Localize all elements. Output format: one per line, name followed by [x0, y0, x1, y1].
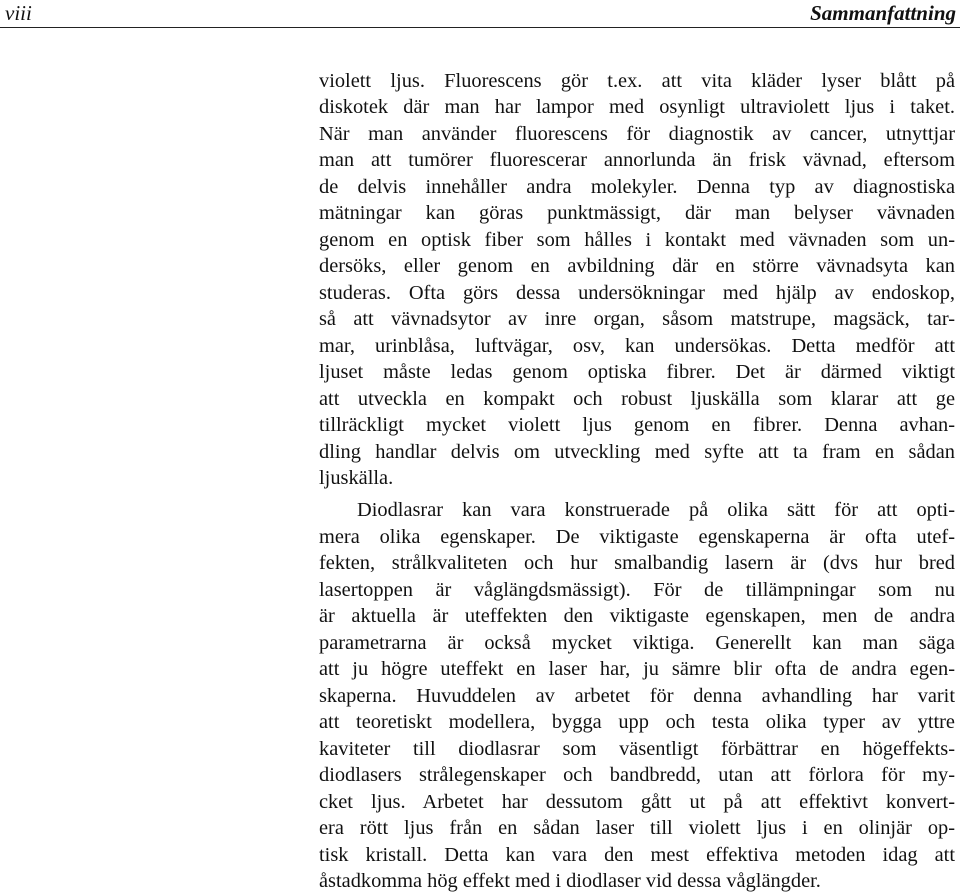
text-line: dling handlar delvis om utveckling med syfte att ta fram en sådan — [319, 441, 955, 463]
text-line: mar, urinblåsa, luftvägar, osv, kan undersökas. Detta medför att — [319, 335, 955, 357]
text-line: så att vävnadsytor av inre organ, såsom matstrupe, magsäck, tar- — [319, 308, 955, 330]
text-line: parametrarna är också mycket viktiga. Generellt kan man säga — [319, 632, 955, 654]
text-line: mätningar kan göras punktmässigt, där man belyser vävnaden — [319, 202, 955, 224]
page-number: viii — [5, 1, 32, 25]
text-line: tillräckligt mycket violett ljus genom en fibrer. Denna avhan- — [319, 414, 955, 436]
text-line: cket ljus. Arbetet har dessutom gått ut på att effektivt konvert- — [319, 791, 955, 813]
text-line: era rött ljus från en sådan laser till violett ljus i en olinjär op- — [319, 817, 955, 839]
text-line: tisk kristall. Detta kan vara den mest effektiva metoden idag att — [319, 844, 955, 866]
text-line: studeras. Ofta görs dessa undersökningar med hjälp av endoskop, — [319, 282, 955, 304]
text-line: ljuset måste ledas genom optiska fibrer. Det är därmed viktigt — [319, 361, 955, 383]
text-line: de delvis innehåller andra molekyler. Denna typ av diagnostiska — [319, 176, 955, 198]
text-line: åstadkomma hög effekt med i diodlaser vid dessa våglängder. — [319, 870, 821, 892]
text-line: att utveckla en kompakt och robust ljuskälla som klarar att ge — [319, 388, 955, 410]
text-line: kaviteter till diodlasrar som väsentligt förbättrar en högeffekts- — [319, 738, 955, 760]
text-line: diodlasers strålegenskaper och bandbredd, utan att förlora för my- — [319, 764, 955, 786]
text-line: att teoretiskt modellera, bygga upp och testa olika typer av yttre — [319, 711, 955, 733]
text-line: lasertoppen är våglängdsmässigt). För de tillämpningar som nu — [319, 579, 955, 601]
text-line: diskotek där man har lampor med osynligt ultraviolett ljus i taket. — [319, 96, 955, 118]
running-title: Sammanfattning — [810, 1, 956, 25]
text-line: skaperna. Huvuddelen av arbetet för denna avhandling har varit — [319, 685, 955, 707]
text-line: dersöks, eller genom en avbildning där en större vävnadsyta kan — [319, 255, 955, 277]
text-line: är aktuella är uteffekten den viktigaste egenskapen, men de andra — [319, 605, 955, 627]
text-line: genom en optisk fiber som hålles i kontakt med vävnaden som un- — [319, 229, 955, 251]
text-line: När man använder fluorescens för diagnostik av cancer, utnyttjar — [319, 123, 955, 145]
text-line: violett ljus. Fluorescens gör t.ex. att vita kläder lyser blått på — [319, 70, 955, 92]
text-line: att ju högre uteffekt en laser har, ju sämre blir ofta de andra egen- — [319, 658, 955, 680]
text-line: ljuskälla. — [319, 467, 394, 489]
text-line: man att tumörer fluorescerar annorlunda än frisk vävnad, eftersom — [319, 149, 955, 171]
text-line: fekten, strålkvaliteten och hur smalbandig lasern är (dvs hur bred — [319, 552, 955, 574]
header-rule — [0, 27, 960, 28]
text-line: Diodlasrar kan vara konstruerade på olika sätt för att opti- — [357, 499, 955, 521]
text-line: mera olika egenskaper. De viktigaste egenskaperna är ofta utef- — [319, 526, 955, 548]
